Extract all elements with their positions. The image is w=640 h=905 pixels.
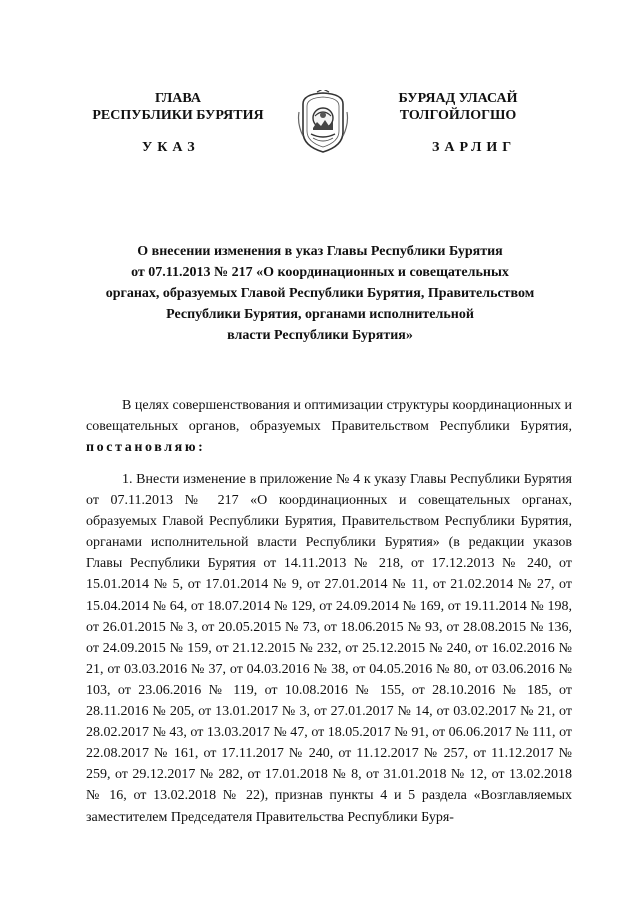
issuer-title-buryat-line2: ТОЛГОЙЛОГШО xyxy=(399,108,517,123)
issuer-block-buryat xyxy=(358,90,558,124)
title-line: от 07.11.2013 № 217 «О координационных и совещательных xyxy=(131,265,509,280)
decree-verb: постановляю: xyxy=(86,440,206,456)
issuer-block-russian xyxy=(78,90,278,124)
document-type-buryat: ЗАРЛИГ xyxy=(432,140,517,155)
preamble-paragraph xyxy=(86,395,572,458)
coat-of-arms-emblem xyxy=(297,90,349,154)
title-line: Республики Бурятия, органами исполнительной xyxy=(166,307,474,322)
issuer-title-line2: РЕСПУБЛИКИ БУРЯТИЯ xyxy=(92,108,264,123)
title-line: власти Республики Бурятия» xyxy=(227,328,413,343)
document-header xyxy=(0,90,640,170)
clause-1-paragraph: 1. Внести изменение в приложение № 4 к указу Главы Республики Бурятия от 07.11.2013 № 217 «О координационных и совещательных органах, образуемых Главой Республики Бурятия, Правительством Республики Бурятия, органами исполнительной власти Республики Бурятия» (в редакции указов Главы Республики Бурятия от 14.11.2013 № 218, от 17.12.2013 № 240, от 15.01.2014 № 5, от 17.01.2014 № 9, от 27.01.2014 № 11, от 21.02.2014 № 27, от 15.04.2014 № 64, от 18.07.2014 № 129, от 24.09.2014 № 169, от 19.11.2014 № 198, от 26.01.2015 № 3, от 20.05.2015 № 73, от 18.06.2015 № 93, от 28.08.2015 № 136, от 24.09.2015 № 159, от 21.12.2015 № 232, от 25.12.2015 № 240, от 16.02.2016 № 21, от 03.03.2016 № 37, от 04.03.2016 № 38, от 04.05.2016 № 80, от 03.06.2016 № 103, от 23.06.2016 № 119, от 10.08.2016 № 155, от 28.10.2016 № 185, от 28.11.2016 № 205, от 13.01.2017 № 3, от 27.01.2017 № 14, от 03.02.2017 № 21, от 28.02.2017 № 43, от 13.03.2017 № 47, от 18.05.2017 № 91, от 06.06.2017 № 111, от 22.08.2017 № 161, от 17.11.2017 № 240, от 11.12.2017 № 257, от 11.12.2017 № 259, от 29.12.2017 № 282, от 17.01.2018 № 8, от 31.01.2018 № 12, от 13.02.2018 № 16, от 13.02.2018 № 22), признав пункты 4 и 5 раздела «Возглавляемых заместителем Председателя Правительства Республики Буря- xyxy=(86,472,572,825)
preamble-text: В целях совершенствования и оптимизации структуры координационных и совещательных органов, образуемых Правительством Республики Бурятия, xyxy=(86,398,572,435)
issuer-title-line1: ГЛАВА xyxy=(155,91,201,106)
document-title xyxy=(100,241,540,346)
document-type-russian: УКАЗ xyxy=(142,140,200,155)
title-line: О внесении изменения в указ Главы Республики Бурятия xyxy=(137,244,503,259)
issuer-title-buryat-line1: БУРЯАД УЛАСАЙ xyxy=(398,91,518,106)
title-line: органах, образуемых Главой Республики Бурятия, Правительством xyxy=(105,286,535,301)
